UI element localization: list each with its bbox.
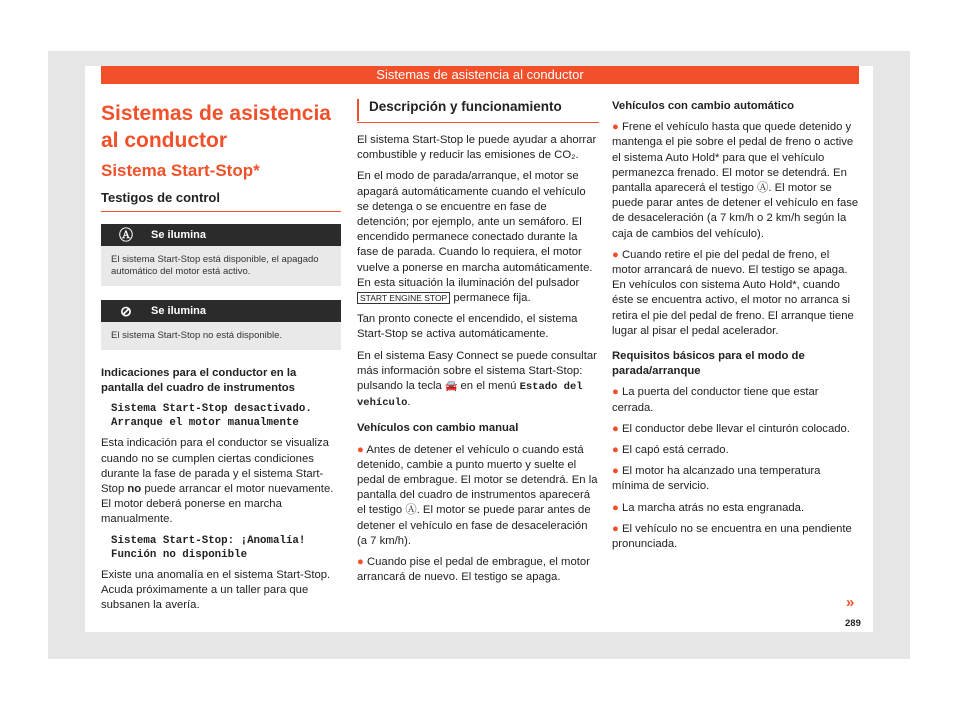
page-number: 289 [845,618,861,629]
automatic-gearbox-heading: Vehículos con cambio automático [612,100,795,112]
requirements-heading: Requisitos básicos para el modo de parada/arranque [612,350,805,378]
driver-messages-heading: Indicaciones para el conductor en la pantalla del cuadro de instrumentos [101,367,297,395]
bullet-icon: ● [357,556,364,569]
list-item: ● Cuando retire el pie del pedal de freno, el motor arrancará de nuevo. El testigo se apaga. En vehículos con sistema Auto Hold*, cuando éste se encuentra activo, el motor no arranca si retira el pie del pedal de freno. El arranque tiene lugar al pisar el pedal acelerador. [612,248,854,337]
start-stop-unavailable-icon: ⊘ [120,302,132,319]
bullet-icon: ● [612,501,619,514]
bullet-icon: ● [612,522,619,535]
list-item: ● La puerta del conductor tiene que estar cerrada. [612,386,819,414]
list-item: ● El vehículo no se encuentra en una pendiente pronunciada. [612,522,852,551]
bullet-icon: ● [357,443,364,456]
lamp-description: El sistema Start-Stop está disponible, el apagado automático del motor está activo. [101,246,341,286]
car-icon: 🚘 [444,381,458,393]
paragraph: Existe una anomalía en el sistema Start-Stop. Acuda próximamente a un taller para que subsanen la avería. [101,568,331,612]
lamp-label: Se ilumina [151,305,207,317]
column-middle [357,99,599,591]
list-item: ● Cuando pise el pedal de embrague, el motor arrancará de nuevo. El testigo se apaga. [357,556,590,584]
lamp-row-2 [101,300,341,322]
column-left [101,100,341,619]
driver-message-2: Sistema Start-Stop: ¡Anomalía! Función no disponible [111,534,306,561]
paragraph: El sistema Start-Stop le puede ayudar a ahorrar combustible y reducir las emisiones de CO₂. [357,134,597,162]
lamp-description: El sistema Start-Stop no está disponible. [101,322,341,350]
paragraph: En el modo de parada/arranque, el motor se apagará automáticamente cuando el vehículo se detenga o se encuentre en fase de detención; por ejemplo, ante un semáforo. El encendido permanece conectado durante la fase de parada. Cuando lo requiera, el motor vuelve a ponerse en marcha automáticamente. En esta situación la iluminación del pulsador START ENGINE STOP permanece fija. [357,170,593,305]
warning-lights-heading [101,190,341,212]
driver-message-1: Sistema Start-Stop desactivado. Arranque el motor manualmente [111,403,312,430]
column-right [612,99,860,558]
list-item: ● La marcha atrás no esta engranada. [612,501,805,514]
list-item: ● El motor ha alcanzado una temperatura mínima de servicio. [612,465,821,493]
bullet-icon: ● [612,248,619,261]
chapter-header: Sistemas de asistencia al conductor [101,66,859,84]
continue-arrow-icon: » [846,594,855,611]
list-item: ● Frene el vehículo hasta que quede detenido y mantenga el pie sobre el pedal de freno o active el sistema Auto Hold* para que el vehículo permanezca frenado. El motor se detendrá. En pantalla aparecerá el testigo Ⓐ. El motor se puede parar antes de detener el vehículo en fase de desaceleración (a 7 km/h o 2 km/h según la caja de cambios del vehículo). [612,121,859,240]
bullet-icon: ● [612,422,619,435]
list-item: ● Antes de detener el vehículo o cuando está detenido, cambie a punto muerto y suelte el pedal de embrague. El motor se detendrá. En la pantalla del cuadro de instrumentos aparecerá el testigo Ⓐ. El motor se puede parar antes de detener el vehículo en fase de desaceleración (a 7 km/h). [357,443,598,547]
lamp-row-1 [101,224,341,246]
bullet-icon: ● [612,386,619,399]
paragraph: Esta indicación para el conductor se visualiza cuando no se cumplen ciertas condiciones durante la fase de parada y el sistema Start-Stop no puede arrancar el motor nuevamente. El motor deberá ponerse en marcha manualmente. [101,437,334,526]
auto-start-stop-icon: Ⓐ [119,227,133,243]
list-item: ● El capó está cerrado. [612,444,729,457]
list-item: ● El conductor debe llevar el cinturón colocado. [612,422,850,435]
manual-gearbox-heading: Vehículos con cambio manual [357,422,519,435]
warning-lights-heading-text: Testigos de control [101,190,220,205]
start-engine-stop-key: START ENGINE STOP [357,292,450,304]
description-heading: Descripción y funcionamiento [357,99,599,123]
section-title: Sistema Start-Stop* [101,161,260,180]
page-title: Sistemas de asistencia al conductor [101,102,331,152]
paragraph: Tan pronto conecte el encendido, el sistema Start-Stop se activa automáticamente. [357,313,578,341]
bullet-icon: ● [612,121,619,134]
paragraph: En el sistema Easy Connect se puede consultar más información sobre el sistema Start-Stop: pulsando la tecla 🚘 en el menú Estado del vehículo. [357,349,597,410]
bullet-icon: ● [612,465,619,478]
lamp-label: Se ilumina [151,229,207,241]
bullet-icon: ● [612,444,619,457]
